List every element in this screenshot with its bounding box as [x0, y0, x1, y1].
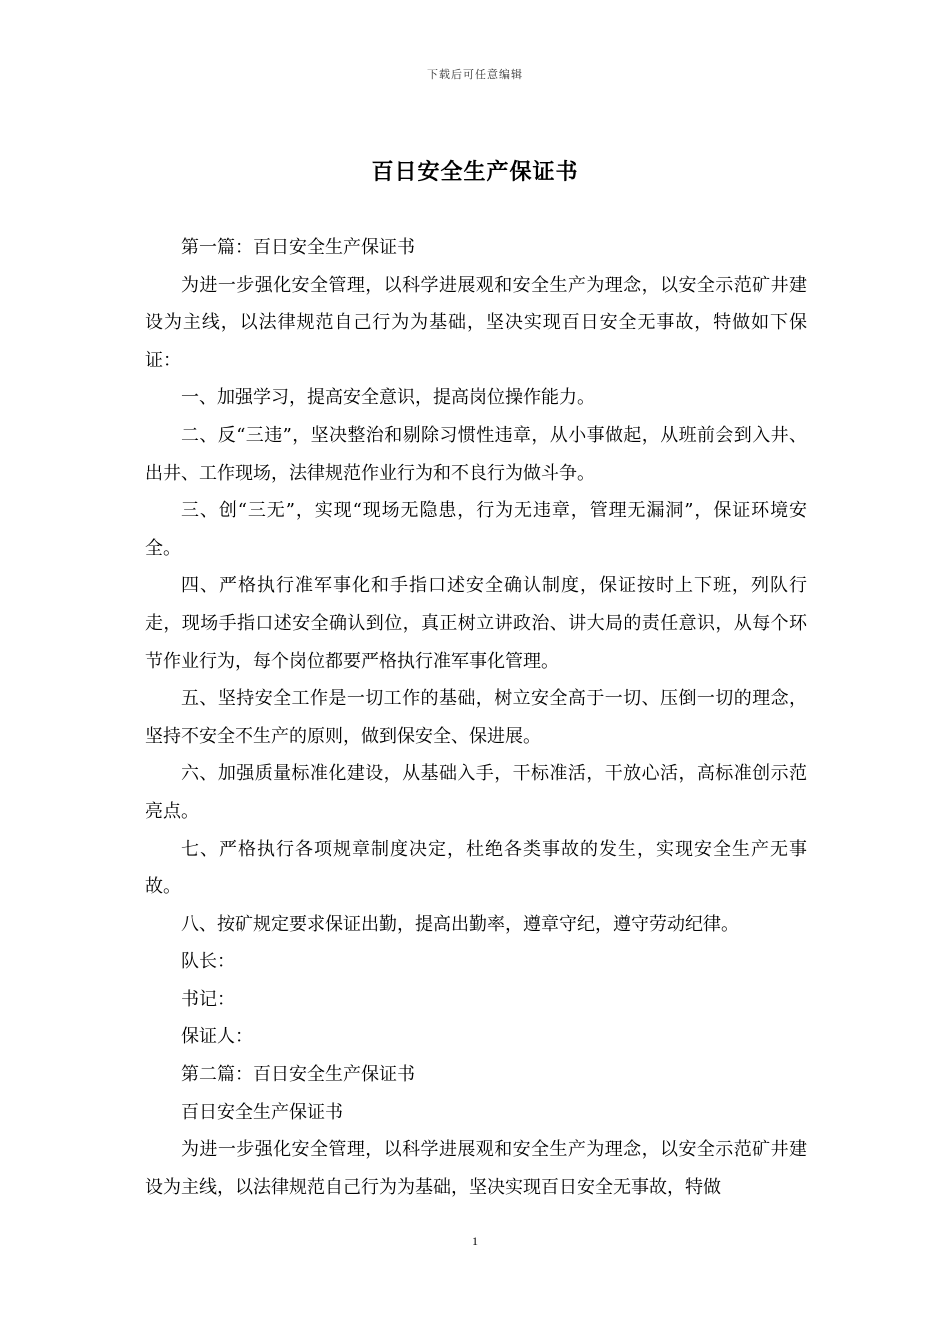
- signature-line-secretary: 书记：: [181, 988, 235, 1010]
- paragraph: 五、坚持安全工作是一切工作的基础，树立安全高于一切、压倒一切的理念，坚持不安全不生产的原则，做到保安全、保进展。: [145, 688, 807, 747]
- section-heading: 第一篇：百日安全生产保证书: [181, 237, 415, 258]
- paragraph: 八、按矿规定要求保证出勤，提高出勤率，遵章守纪，遵守劳动纪律。: [181, 913, 739, 935]
- paragraph: 三、创“三无”，实现“现场无隐患，行为无违章，管理无漏洞”，保证环境安全。: [145, 500, 807, 559]
- page-number: 1: [472, 1234, 478, 1248]
- paragraph: 一、加强学习，提高安全意识，提高岗位操作能力。: [181, 387, 595, 409]
- signature-line-captain: 队长：: [181, 951, 235, 973]
- subtitle: 百日安全生产保证书: [181, 1101, 343, 1123]
- signature-line-guarantor: 保证人：: [181, 1026, 253, 1048]
- document-title: 百日安全生产保证书: [371, 160, 579, 185]
- paragraph: 四、严格执行准军事化和手指口述安全确认制度，保证按时上下班，列队行走，现场手指口述安全确认到位，真正树立讲政治、讲大局的责任意识，从每个环节作业行为，每个岗位都要严格执行准军事化管理。: [145, 575, 807, 672]
- section-heading: 第二篇：百日安全生产保证书: [181, 1064, 415, 1086]
- paragraph: 为进一步强化安全管理，以科学进展观和安全生产为理念，以安全示范矿井建设为主线，以法律规范自己行为为基础，坚决实现百日安全无事故，特做: [145, 1139, 807, 1198]
- document-body: [145, 229, 807, 1206]
- paragraph: 为进一步强化安全管理，以科学进展观和安全生产为理念，以安全示范矿井建设为主线，以法律规范自己行为为基础，坚决实现百日安全无事故，特做如下保证：: [145, 274, 807, 371]
- paragraph: 七、严格执行各项规章制度决定，杜绝各类事故的发生，实现安全生产无事故。: [145, 838, 807, 898]
- page-header: 下载后可任意编辑: [427, 68, 523, 81]
- paragraph: 二、反“三违”，坚决整治和剔除习惯性违章，从小事做起，从班前会到入井、出井、工作现场，法律规范作业行为和不良行为做斗争。: [145, 424, 807, 484]
- paragraph: 六、加强质量标准化建设，从基础入手，干标准活，干放心活，高标准创示范亮点。: [145, 763, 807, 822]
